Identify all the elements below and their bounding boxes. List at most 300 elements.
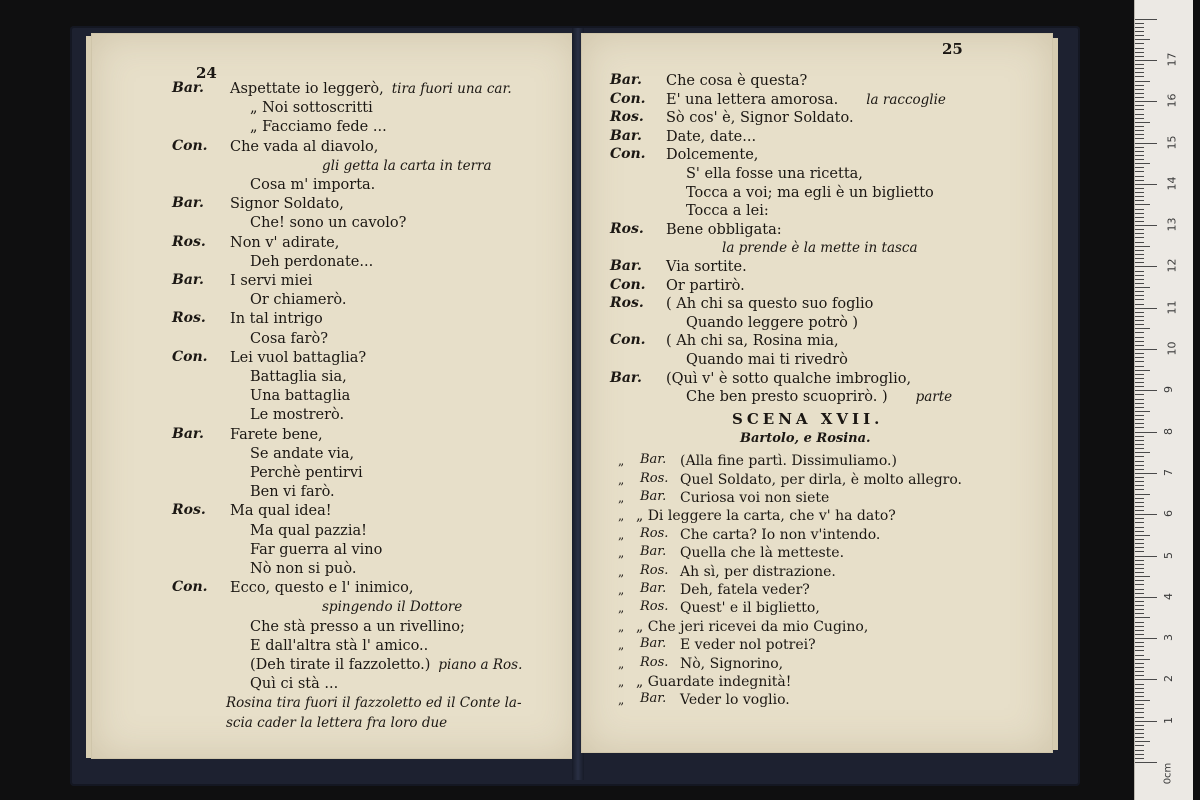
- verse-line: [230, 138, 378, 156]
- ruler-tick: [1135, 564, 1144, 565]
- ruler-tick: [1135, 589, 1144, 590]
- verse-line: [686, 388, 952, 406]
- left-page: [92, 34, 578, 758]
- ruler-tick: [1135, 180, 1144, 181]
- verse-line: [226, 714, 447, 732]
- speaker-label: Con.: [610, 332, 646, 349]
- verse-line: [666, 258, 747, 276]
- speaker-label: Ros.: [640, 562, 669, 578]
- verse-line: [226, 694, 522, 712]
- ruler-tick: [1135, 275, 1144, 276]
- quote-mark: „: [618, 491, 625, 505]
- verse-line: [250, 656, 522, 674]
- verse-line: [722, 239, 918, 257]
- ruler-tick: [1135, 671, 1144, 672]
- ruler-tick: [1135, 287, 1150, 288]
- verse-line: [250, 330, 328, 348]
- verse-text: Ben vi farò.: [250, 484, 335, 501]
- speaker-label: Bar.: [172, 80, 204, 96]
- verse-line: [230, 310, 323, 328]
- quote-mark: „: [618, 527, 625, 542]
- verse-text: Signor Soldato,: [230, 196, 344, 213]
- ruler-tick: [1135, 295, 1144, 296]
- ruler-tick: [1135, 725, 1144, 726]
- ruler-tick: [1135, 56, 1144, 57]
- verse-text: „ Noi sottoscritti: [250, 100, 373, 117]
- ruler-tick: [1135, 572, 1144, 573]
- ruler-tick: [1135, 43, 1144, 44]
- quote-mark: „: [618, 619, 625, 634]
- ruler-tick: [1135, 436, 1144, 437]
- ruler-number: 14: [1165, 176, 1179, 191]
- ruler-number: 8: [1162, 427, 1175, 435]
- scene-heading: SCENA XVII.: [732, 410, 884, 429]
- speaker-label: Ros.: [172, 310, 206, 327]
- verse-line: [666, 91, 946, 109]
- ruler-tick: [1135, 762, 1157, 763]
- ruler-tick: [1135, 382, 1144, 383]
- verse-line: [250, 291, 347, 309]
- speaker-label: Bar.: [640, 691, 667, 707]
- ruler-tick: [1135, 23, 1144, 24]
- verse-text: ( Ah chi sa questo suo foglio: [666, 296, 874, 313]
- ruler-tick: [1135, 440, 1144, 441]
- ruler-tick: [1135, 758, 1144, 759]
- verse-line: [250, 675, 338, 693]
- ruler-tick: [1135, 613, 1144, 614]
- ruler-tick: [1135, 192, 1144, 193]
- verse-line: [230, 272, 312, 290]
- ruler-tick: [1135, 163, 1150, 164]
- speaker-label: Ros.: [640, 470, 669, 486]
- verse-line: [230, 579, 413, 597]
- verse-line: [686, 165, 863, 183]
- ruler-tick: [1135, 626, 1144, 627]
- ruler-tick: [1135, 328, 1150, 329]
- ruler-tick: [1135, 27, 1144, 28]
- ruler-number: 4: [1162, 592, 1175, 600]
- ruler-tick: [1135, 663, 1144, 664]
- verse-line: [230, 234, 339, 252]
- verse-line: [250, 368, 347, 386]
- ruler-tick: [1135, 737, 1144, 738]
- verse-text: I servi miei: [230, 273, 313, 289]
- verse-line: [250, 253, 373, 271]
- ruler-tick: [1135, 39, 1150, 40]
- verse-text: Via sortite.: [666, 259, 747, 275]
- verse-line: [250, 541, 382, 559]
- ruler-tick: [1135, 543, 1144, 544]
- ruler-tick: [1135, 134, 1144, 135]
- verse-text: Non v' adirate,: [230, 234, 340, 251]
- ruler-tick: [1135, 510, 1144, 511]
- verse-text: Tocca a voi; ma egli è un biglietto: [686, 184, 934, 201]
- ruler-tick: [1135, 506, 1144, 507]
- ruler-tick: [1135, 576, 1150, 577]
- verse-text: Una battaglia: [250, 388, 351, 405]
- ruler-tick: [1135, 213, 1144, 214]
- ruler-tick: [1135, 167, 1144, 168]
- quote-mark: „: [618, 601, 625, 616]
- ruler-tick: [1135, 593, 1144, 594]
- verse-line: [666, 370, 911, 388]
- dialogue-text: Quella che là metteste.: [680, 545, 845, 562]
- verse-line: [230, 80, 512, 98]
- verse-text: Bene obbligata:: [666, 221, 782, 238]
- ruler-tick: [1135, 712, 1144, 713]
- ruler-tick: [1135, 729, 1144, 730]
- ruler-tick: [1135, 642, 1144, 643]
- ruler-tick: [1135, 444, 1144, 445]
- dialogue-text: (Alla fine partì. Dissimuliamo.): [680, 453, 897, 470]
- ruler-tick: [1135, 370, 1150, 371]
- speaker-label: Bar.: [640, 452, 667, 468]
- ruler-tick: [1135, 366, 1144, 367]
- page-number-right: 25: [942, 40, 963, 58]
- scene-characters: Bartolo, e Rosina.: [740, 431, 871, 447]
- verse-text: Or partirò.: [666, 277, 745, 294]
- page-number-left: 24: [196, 64, 217, 82]
- ruler-tick: [1135, 118, 1144, 119]
- verse-text: Che vada al diavolo,: [230, 138, 379, 155]
- ruler-tick: [1135, 209, 1144, 210]
- ruler-tick: [1135, 81, 1150, 82]
- ruler-tick: [1135, 233, 1144, 234]
- ruler-number: 16: [1165, 93, 1179, 108]
- ruler-tick: [1135, 221, 1144, 222]
- dialogue-text: Deh, fatela veder?: [680, 582, 810, 598]
- stage-direction: la raccoglie: [866, 91, 946, 108]
- verse-line: [250, 99, 373, 117]
- stage-direction: scia cader la lettera fra loro due: [226, 714, 448, 731]
- ruler-tick: [1135, 200, 1144, 201]
- ruler-tick: [1135, 308, 1157, 309]
- ruler-tick: [1135, 299, 1144, 300]
- verse-text: Che stà presso a un rivellino;: [250, 618, 465, 635]
- verse-text: Che cosa è questa?: [666, 73, 808, 89]
- verse-text: (Deh tirate il fazzoletto.): [250, 657, 431, 673]
- verse-line: [250, 464, 363, 482]
- speaker-label: Ros.: [640, 525, 669, 541]
- ruler-tick: [1135, 597, 1157, 598]
- ruler-tick: [1135, 601, 1144, 602]
- verse-line: [250, 406, 344, 424]
- speaker-label: Bar.: [640, 581, 667, 596]
- ruler-tick: [1135, 518, 1144, 519]
- verse-line: [686, 314, 858, 332]
- ruler-number: 17: [1165, 52, 1179, 67]
- verse-text: „ Facciamo fede ...: [250, 119, 387, 136]
- ruler-tick: [1135, 126, 1144, 127]
- ruler-number: 15: [1165, 135, 1179, 149]
- ruler-tick: [1135, 349, 1157, 350]
- ruler-tick: [1135, 432, 1157, 433]
- quote-mark: „: [618, 675, 625, 689]
- ruler-tick: [1135, 638, 1157, 639]
- verse-line: [686, 351, 848, 369]
- speaker-label: Ros.: [172, 502, 206, 519]
- verse-line: [250, 176, 375, 194]
- verse-line: [666, 146, 758, 164]
- verse-line: [666, 72, 807, 90]
- verse-text: Far guerra al vino: [250, 541, 383, 558]
- ruler-tick: [1135, 427, 1144, 428]
- ruler-tick: [1135, 461, 1144, 462]
- ruler-tick: [1135, 72, 1144, 73]
- verse-text: In tal intrigo: [230, 311, 323, 328]
- ruler-tick: [1135, 89, 1144, 90]
- ruler-tick: [1135, 745, 1144, 746]
- ruler-tick: [1135, 717, 1144, 718]
- verse-text: Quando mai ti rivedrò: [686, 352, 848, 368]
- verse-text: Ecco, questo e l' inimico,: [230, 580, 414, 597]
- ruler-tick: [1135, 617, 1150, 618]
- ruler-tick: [1135, 494, 1150, 495]
- ruler-tick: [1135, 114, 1144, 115]
- speaker-label: Con.: [172, 137, 208, 154]
- ruler-tick: [1135, 502, 1144, 503]
- ruler-number: 2: [1162, 675, 1175, 683]
- verse-line: [666, 109, 854, 127]
- ruler-tick: [1135, 357, 1144, 358]
- ruler-tick: [1135, 68, 1144, 69]
- ruler-tick: [1135, 465, 1144, 466]
- verse-line: [666, 332, 839, 350]
- ruler-tick: [1135, 262, 1144, 263]
- ruler-tick: [1135, 514, 1157, 515]
- ruler-tick: [1135, 535, 1150, 536]
- ruler-tick: [1135, 250, 1144, 251]
- ruler-tick: [1135, 481, 1144, 482]
- quote-mark: „: [618, 546, 625, 561]
- dialogue-text: „ Guardate indegnità!: [636, 674, 792, 690]
- verse-text: Ma qual idea!: [230, 503, 332, 520]
- dialogue-text: Quest' e il biglietto,: [680, 600, 820, 617]
- ruler-tick: [1135, 258, 1144, 259]
- ruler-tick: [1135, 291, 1144, 292]
- ruler-tick: [1135, 741, 1150, 742]
- ruler-tick: [1135, 489, 1144, 490]
- verse-line: [666, 295, 873, 313]
- verse-text: Cosa m' importa.: [250, 177, 376, 193]
- ruler-tick: [1135, 97, 1144, 98]
- ruler-tick: [1135, 622, 1144, 623]
- ruler-tick: [1135, 361, 1144, 362]
- verse-text: Deh perdonate...: [250, 253, 374, 270]
- verse-line: [322, 598, 462, 616]
- verse-line: [666, 221, 782, 239]
- ruler-number: 10: [1165, 341, 1179, 356]
- quote-mark: „: [618, 638, 625, 653]
- ruler-tick: [1135, 659, 1150, 660]
- verse-text: Lei vuol battaglia?: [230, 349, 367, 366]
- ruler-tick: [1135, 130, 1144, 131]
- ruler-tick: [1135, 704, 1144, 705]
- ruler-tick: [1135, 204, 1150, 205]
- ruler-tick: [1135, 254, 1144, 255]
- ruler-tick: [1135, 675, 1144, 676]
- ruler-tick: [1135, 279, 1144, 280]
- verse-line: [250, 118, 387, 136]
- speaker-label: Bar.: [640, 636, 667, 652]
- ruler-tick: [1135, 630, 1144, 631]
- ruler-tick: [1135, 337, 1144, 338]
- ruler-tick: [1135, 76, 1144, 77]
- ruler-tick: [1135, 374, 1144, 375]
- verse-line: [250, 445, 354, 463]
- ruler-tick: [1135, 105, 1144, 106]
- ruler-number: 5: [1162, 551, 1175, 559]
- quote-mark: „: [618, 454, 625, 469]
- ruler-tick: [1135, 35, 1144, 36]
- ruler-tick: [1135, 93, 1144, 94]
- ruler-number: 1: [1162, 716, 1175, 724]
- ruler-tick: [1135, 522, 1144, 523]
- ruler-tick: [1135, 52, 1144, 53]
- speaker-label: Con.: [610, 276, 646, 293]
- ruler-tick: [1135, 551, 1144, 552]
- ruler-tick: [1135, 159, 1144, 160]
- stage-direction: gli getta la carta in terra: [322, 157, 492, 174]
- ruler-tick: [1135, 85, 1144, 86]
- stage-direction: la prende è la mette in tasca: [722, 240, 918, 257]
- ruler-tick: [1135, 217, 1144, 218]
- stage-direction: tira fuori una car.: [391, 81, 512, 97]
- speaker-label: Bar.: [640, 489, 667, 504]
- stage-direction: piano a Ros.: [438, 657, 523, 673]
- ruler-tick: [1135, 225, 1157, 226]
- speaker-label: Bar.: [610, 258, 642, 274]
- verse-text: Che ben presto scuoprirò. ): [686, 389, 888, 406]
- ruler-tick: [1135, 527, 1144, 528]
- ruler-tick: [1135, 605, 1144, 606]
- verse-text: Le mostrerò.: [250, 407, 345, 424]
- ruler-tick: [1135, 341, 1144, 342]
- ruler-tick: [1135, 242, 1144, 243]
- ruler-tick: [1135, 353, 1144, 354]
- verse-line: [250, 522, 367, 540]
- dialogue-text: E veder nol potrei?: [680, 637, 816, 654]
- ruler-tick: [1135, 684, 1144, 685]
- verse-line: [230, 195, 344, 213]
- ruler-tick: [1135, 452, 1150, 453]
- verse-line: [250, 637, 428, 655]
- quote-mark: „: [618, 656, 625, 671]
- verse-text: Aspettate io leggerò,: [230, 81, 384, 97]
- ruler-tick: [1135, 143, 1157, 144]
- ruler-tick: [1135, 122, 1150, 123]
- ruler-tick: [1135, 568, 1144, 569]
- ruler-tick: [1135, 171, 1144, 172]
- verse-text: Perchè pentirvi: [250, 465, 363, 481]
- speaker-label: Bar.: [172, 272, 204, 288]
- ruler-tick: [1135, 188, 1144, 189]
- ruler-tick: [1135, 246, 1150, 247]
- ruler-tick: [1135, 584, 1144, 585]
- ruler-tick: [1135, 316, 1144, 317]
- speaker-label: Bar.: [172, 195, 204, 212]
- ruler-number: 11: [1165, 300, 1179, 315]
- ruler-tick: [1135, 423, 1144, 424]
- ruler-tick: [1135, 48, 1144, 49]
- measurement-ruler: [1134, 0, 1193, 800]
- speaker-label: Ros.: [610, 295, 644, 312]
- ruler-tick: [1135, 650, 1144, 651]
- ruler-tick: [1135, 646, 1144, 647]
- ruler-tick: [1135, 151, 1144, 152]
- ruler-tick: [1135, 556, 1157, 557]
- ruler-tick: [1135, 708, 1144, 709]
- ruler-tick: [1135, 176, 1144, 177]
- ruler-tick: [1135, 378, 1144, 379]
- ruler-number: 7: [1162, 468, 1175, 476]
- ruler-tick: [1135, 399, 1144, 400]
- verse-line: [250, 483, 335, 501]
- quote-mark: „: [618, 509, 625, 524]
- speaker-label: Con.: [610, 146, 646, 163]
- ruler-tick: [1135, 312, 1144, 313]
- ruler-tick: [1135, 64, 1144, 65]
- verse-line: [230, 349, 366, 367]
- speaker-label: Ros.: [172, 233, 206, 250]
- stage-direction: spingendo il Dottore: [322, 599, 463, 616]
- ruler-tick: [1135, 750, 1144, 751]
- ruler-tick: [1135, 560, 1144, 561]
- ruler-tick: [1135, 411, 1150, 412]
- ruler-tick: [1135, 415, 1144, 416]
- dialogue-text: Veder lo voglio.: [680, 692, 790, 709]
- verse-text: Ma qual pazzia!: [250, 522, 367, 539]
- verse-text: Quando leggere potrò ): [686, 314, 859, 331]
- ruler-tick: [1135, 700, 1150, 701]
- stage-direction: parte: [915, 389, 953, 406]
- verse-line: [230, 426, 323, 444]
- verse-text: Dolcemente,: [666, 147, 759, 164]
- speaker-label: Bar.: [610, 72, 642, 88]
- ruler-tick: [1135, 580, 1144, 581]
- ruler-tick: [1135, 386, 1144, 387]
- ruler-tick: [1135, 138, 1144, 139]
- ruler-tick: [1135, 539, 1144, 540]
- ruler-tick: [1135, 696, 1144, 697]
- verse-text: Tocca a lei:: [686, 203, 769, 220]
- speaker-label: Ros.: [610, 220, 644, 237]
- ruler-tick: [1135, 547, 1144, 548]
- verse-text: Sò cos' è, Signor Soldato.: [666, 110, 854, 127]
- ruler-number: 6: [1162, 510, 1175, 518]
- ruler-tick: [1135, 390, 1157, 391]
- verse-text: Se andate via,: [250, 445, 355, 462]
- ruler-tick: [1135, 531, 1144, 532]
- speaker-label: Ros.: [640, 599, 669, 615]
- verse-text: Date, date...: [666, 128, 757, 145]
- ruler-tick: [1135, 473, 1157, 474]
- ruler-tick: [1135, 609, 1144, 610]
- ruler-tick: [1135, 688, 1144, 689]
- verse-line: [322, 157, 492, 175]
- ruler-tick: [1135, 419, 1144, 420]
- ruler-tick: [1135, 733, 1144, 734]
- ruler-tick: [1135, 109, 1144, 110]
- speaker-label: Bar.: [610, 369, 642, 386]
- ruler-tick: [1135, 237, 1144, 238]
- dialogue-text: „ Che jeri ricevei da mio Cugino,: [636, 618, 869, 635]
- verse-line: [666, 277, 745, 295]
- verse-line: [666, 128, 756, 146]
- ruler-tick: [1135, 469, 1144, 470]
- speaker-label: Con.: [610, 90, 646, 107]
- ruler-tick: [1135, 407, 1144, 408]
